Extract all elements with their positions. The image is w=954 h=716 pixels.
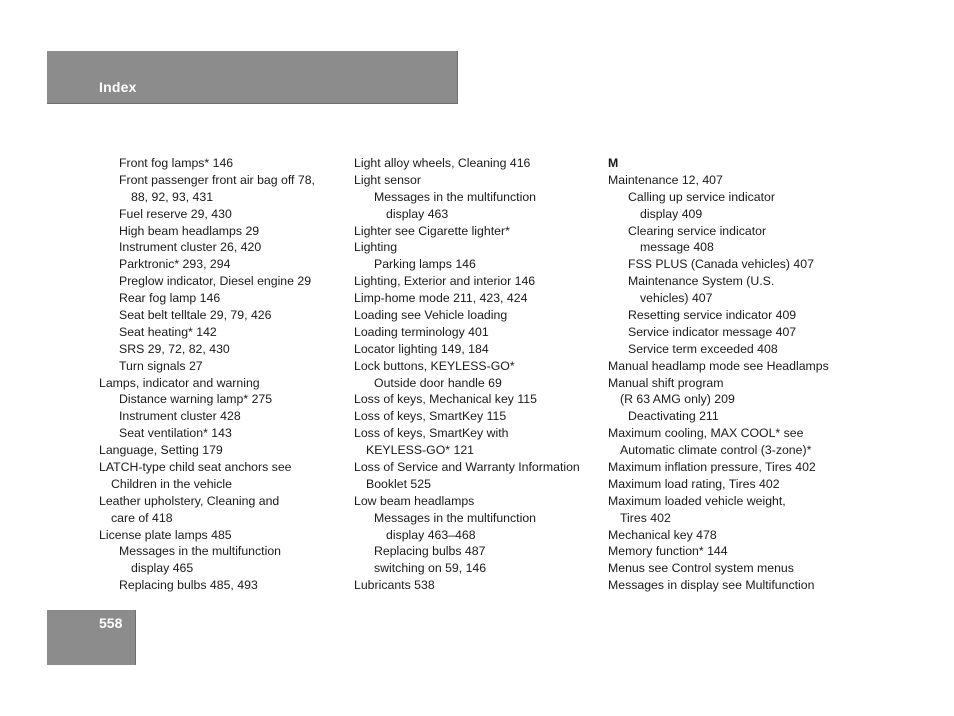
index-entry: Booklet 525 [366, 476, 431, 491]
index-entry: Front passenger front air bag off 78, [119, 172, 315, 187]
index-entry: Rear fog lamp 146 [119, 291, 221, 306]
index-entry: Menus see Control system menus [608, 561, 794, 576]
index-entry: Loss of keys, Mechanical key 115 [354, 392, 537, 407]
index-entry: Lamps, indicator and warning [99, 375, 260, 390]
index-entry: Loss of keys, SmartKey 115 [354, 409, 507, 424]
index-entry: Lock buttons, KEYLESS-GO* [354, 358, 515, 373]
index-entry: Messages in the multifunction [374, 510, 536, 525]
index-entry: Seat belt telltale 29, 79, 426 [119, 308, 272, 323]
index-entry: Replacing bulbs 487 [374, 544, 486, 559]
header-tab [47, 51, 458, 104]
index-entry: Calling up service indicator [628, 189, 775, 204]
index-entry: LATCH-type child seat anchors see [99, 460, 292, 475]
index-entry: display 409 [640, 206, 703, 221]
index-entry: Messages in display see Multifunction [608, 578, 815, 593]
index-entry: switching on 59, 146 [374, 561, 487, 576]
page-number-tab [47, 610, 136, 665]
index-entry: Deactivating 211 [628, 409, 719, 424]
index-entry: Lighter see Cigarette lighter* [354, 223, 510, 238]
index-entry: Parking lamps 146 [374, 257, 476, 272]
index-entry: Automatic climate control (3-zone)* [620, 443, 812, 458]
index-entry: Resetting service indicator 409 [628, 308, 797, 323]
index-entry: Instrument cluster 26, 420 [119, 240, 262, 255]
index-entry: (R 63 AMG only) 209 [620, 392, 735, 407]
index-entry: Service indicator message 407 [628, 324, 797, 339]
index-entry: Turn signals 27 [119, 358, 203, 373]
index-entry: Low beam headlamps [354, 493, 475, 508]
index-entry: Fuel reserve 29, 430 [119, 206, 232, 221]
index-entry: Preglow indicator, Diesel engine 29 [119, 274, 312, 289]
index-entry: Maximum cooling, MAX COOL* see [608, 426, 804, 441]
index-entry: Maximum load rating, Tires 402 [608, 476, 780, 491]
index-entry: Seat ventilation* 143 [119, 426, 232, 441]
index-entry: Messages in the multifunction [119, 544, 281, 559]
index-entry: Service term exceeded 408 [628, 341, 778, 356]
index-entry: Maintenance 12, 407 [608, 172, 723, 187]
index-entry: Distance warning lamp* 275 [119, 392, 273, 407]
index-entry: Leather upholstery, Cleaning and [99, 493, 280, 508]
index-entry: vehicles) 407 [640, 291, 713, 306]
index-letter-heading: M [608, 156, 619, 170]
index-entry: SRS 29, 72, 82, 430 [119, 341, 230, 356]
index-entry: 88, 92, 93, 431 [131, 189, 214, 204]
page-number: 558 [99, 615, 123, 631]
index-entry: care of 418 [111, 510, 173, 525]
index-entry: Outside door handle 69 [374, 375, 502, 390]
index-entry: Clearing service indicator [628, 223, 767, 238]
index-entry: Mechanical key 478 [608, 527, 717, 542]
index-entry: Parktronic* 293, 294 [119, 257, 231, 272]
index-entry: High beam headlamps 29 [119, 223, 260, 238]
index-entry: Tires 402 [620, 510, 671, 525]
index-entry: Lighting, Exterior and interior 146 [354, 274, 536, 289]
index-entry: Lubricants 538 [354, 578, 435, 593]
index-entry: Language, Setting 179 [99, 443, 223, 458]
index-entry: Front fog lamps* 146 [119, 156, 234, 170]
index-entry: Manual headlamp mode see Headlamps [608, 358, 829, 373]
index-entry: display 463 [386, 206, 449, 221]
index-entry: display 465 [131, 561, 194, 576]
section-title: Index [99, 79, 137, 95]
index-column-3 [608, 155, 848, 594]
index-entry: Children in the vehicle [111, 476, 232, 491]
index-entry: Locator lighting 149, 184 [354, 341, 489, 356]
index-entry: message 408 [640, 240, 714, 255]
index-entry: Lighting [354, 240, 398, 255]
index-entry: Messages in the multifunction [374, 189, 536, 204]
index-entry: KEYLESS-GO* 121 [366, 443, 474, 458]
index-entry: Seat heating* 142 [119, 324, 217, 339]
index-entry: Light sensor [354, 172, 421, 187]
index-entry: FSS PLUS (Canada vehicles) 407 [628, 257, 814, 272]
index-entry: Light alloy wheels, Cleaning 416 [354, 156, 531, 170]
index-entry: License plate lamps 485 [99, 527, 232, 542]
index-column-1 [99, 155, 344, 594]
index-entry: Loss of Service and Warranty Information [354, 460, 580, 475]
index-entry: Loss of keys, SmartKey with [354, 426, 509, 441]
index-entry: Instrument cluster 428 [119, 409, 241, 424]
index-column-2 [354, 155, 599, 594]
index-entry: Replacing bulbs 485, 493 [119, 578, 258, 593]
index-entry: Limp-home mode 211, 423, 424 [354, 291, 528, 306]
index-entry: Maintenance System (U.S. [628, 274, 775, 289]
index-entry: display 463–468 [386, 527, 476, 542]
index-entry: Maximum loaded vehicle weight, [608, 493, 786, 508]
index-entry: Loading terminology 401 [354, 324, 489, 339]
index-entry: Memory function* 144 [608, 544, 728, 559]
index-entry: Manual shift program [608, 375, 724, 390]
index-entry: Maximum inflation pressure, Tires 402 [608, 460, 816, 475]
index-entry: Loading see Vehicle loading [354, 308, 508, 323]
